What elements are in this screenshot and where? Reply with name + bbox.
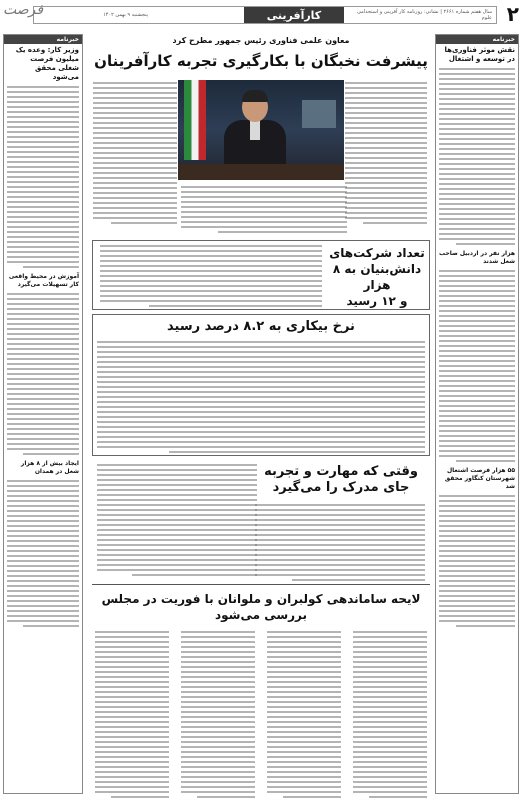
right-news-column	[435, 34, 519, 794]
skills-title-line1: وقتی که مهارت و تجربه	[264, 464, 418, 479]
bill-body-col3	[181, 631, 255, 801]
right-article3-title: ۵۵ هزار فرصت اشتغال شهرستان کنگاور محقق شد	[444, 467, 515, 490]
left-article1-title: وزیر کار: وعده یک میلیون فرصت شغلی محقق می‌شود	[15, 46, 79, 81]
official-photo	[178, 80, 344, 180]
right-article2-title: هزار نفر در اردبیل صاحب شغل شدند	[439, 250, 515, 265]
skills-body-left	[97, 464, 257, 579]
left-article2-title: آموزش در محیط واقعی کار تسهیلات می‌گیرد	[8, 273, 79, 288]
bill-headline: لایحه ساماندهی کولبران و ملوانان با فوریت در مجلس بررسی می‌شود	[101, 592, 421, 622]
iran-flag	[184, 80, 206, 160]
left-news-column	[3, 34, 83, 794]
right-article2-body	[439, 270, 515, 462]
newspaper-logo: فرصت	[3, 2, 44, 18]
skills-title-line2: جای مدرک را می‌گیرد	[272, 480, 410, 495]
knowledge-title-line2: دانش‌بنیان به ۸ هزار	[332, 262, 422, 292]
unemployment-headline: نرخ بیکاری به ۸.۲ درصد رسید	[167, 319, 355, 334]
lead-headline: پیشرفت نخبگان با بکارگیری تجربه کارآفرینان	[94, 52, 428, 70]
right-article1-body	[439, 68, 515, 245]
page-number: ۲	[506, 2, 519, 26]
left-article2-body	[7, 293, 79, 455]
skills-section	[92, 460, 430, 580]
lead-body-under-photo	[181, 186, 347, 236]
left-column-header: خبرنامه	[4, 35, 82, 44]
bill-body-col2	[267, 631, 341, 801]
masthead	[3, 2, 519, 26]
left-article3-title: ایجاد بیش از ۸ هزار شغل در همدان	[20, 460, 79, 475]
right-article3-body	[439, 495, 515, 627]
issue-meta: سال هفتم شماره ۲۶۶۱ | نشانی: روزنامه کار آفرینی و استخدامی علوم	[357, 9, 492, 21]
right-column-header: خبرنامه	[436, 35, 518, 44]
knowledge-box-title	[329, 245, 425, 309]
lead-kicker: معاون علمی فناوری رئیس جمهور مطرح کرد	[172, 36, 350, 45]
skills-title	[256, 464, 426, 496]
knowledge-body	[100, 245, 322, 310]
right-article1-title: نقش موثر فناوری‌ها در توسعه و اشتغال	[444, 46, 515, 63]
bill-body-col4	[95, 631, 169, 801]
skills-body-right	[255, 504, 425, 584]
monitor	[302, 100, 336, 128]
masthead-band	[33, 6, 497, 24]
bill-section	[92, 584, 430, 794]
knowledge-title-line1: تعداد شرکت‌های	[329, 246, 425, 260]
knowledge-companies-section	[92, 240, 430, 310]
unemployment-section	[92, 314, 430, 456]
desk	[178, 164, 344, 180]
left-article1-body	[7, 86, 79, 268]
unemployment-body	[97, 341, 425, 453]
section-title: کارآفرینی	[244, 7, 344, 23]
lead-body-col1	[345, 82, 427, 232]
knowledge-title-line3: و ۱۲ رسید	[346, 294, 408, 308]
bill-body	[92, 629, 430, 803]
bill-body-col1	[353, 631, 427, 801]
lead-body-col4	[93, 82, 177, 232]
issue-date: پنجشنبه ۹ بهمن ۱۴۰۲	[103, 12, 148, 18]
left-article3-body	[7, 480, 79, 627]
